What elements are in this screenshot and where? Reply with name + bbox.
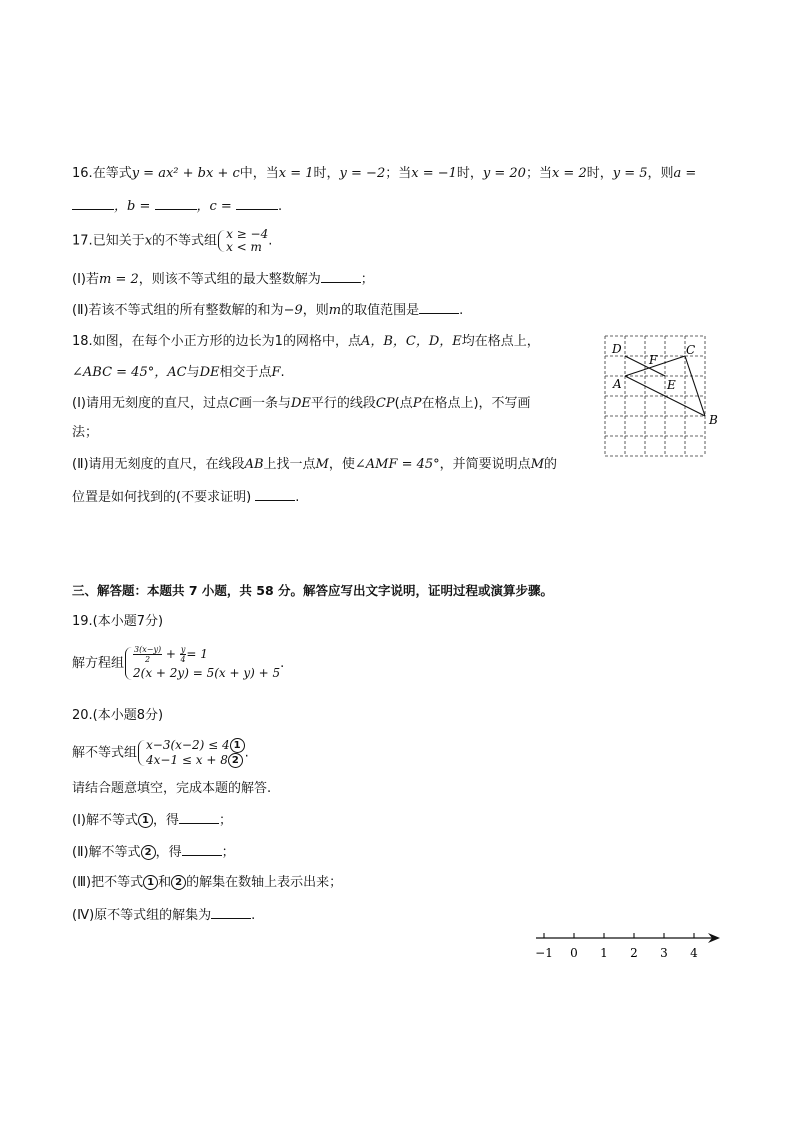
inequality-system: x−3(x−2) ≤ 4 1 4x−1 ≤ x + 8 2	[137, 738, 245, 768]
answer-blank[interactable]	[182, 843, 222, 856]
label-e: E	[667, 378, 676, 392]
number-line	[530, 928, 730, 964]
q20-step1: (Ⅰ)解不等式 1 ，得 ；	[72, 813, 233, 828]
q18-line2: ∠ABC = 45°，AC与DE相交于点F.	[72, 365, 285, 380]
q16-number: 16.	[72, 166, 93, 181]
q16-line1: 16.在等式y = ax² + bx + c中，当x = 1时，y = −2；当x = −1时，y = 20；当x = 2时，y = 5，则a =	[72, 166, 697, 181]
number-line-label: 2	[630, 946, 638, 960]
label-a: A	[613, 377, 622, 391]
q17-part2: (Ⅱ)若该不等式组的所有整数解的和为−9，则m的取值范围是 .	[72, 303, 464, 318]
q20-stem: 解不等式组 x−3(x−2) ≤ 4 1 4x−1 ≤ x + 8 2 .	[72, 738, 249, 767]
answer-blank[interactable]	[255, 488, 295, 501]
q19-stem: 解方程组 $\frac{3(x-y)}{2}$ + $\frac{y}{4}$ = 1 2(x + 2y) = 5(x + y) + 5 .	[72, 645, 285, 680]
number-line-label: 4	[690, 946, 698, 960]
number-line-label: 1	[600, 946, 608, 960]
equation-system: $\frac{3(x-y)}{2}$ + $\frac{y}{4}$ = 1 2(x + 2y) = 5(x + y) + 5	[124, 645, 280, 682]
q20-heading: 20.(本小题8分)	[72, 708, 164, 723]
answer-blank[interactable]	[211, 906, 251, 919]
inequality-system: x ≥ −4 x < m	[217, 228, 268, 254]
q17-part1: (Ⅰ)若m = 2，则该不等式组的最大整数解为 ；	[72, 272, 374, 287]
answer-blank[interactable]	[321, 270, 361, 283]
q18-line1: 18.如图，在每个小正方形的边长为1的网格中，点A，B，C，D，E均在格点上，	[72, 334, 540, 349]
q20-instruction: 请结合题意填空，完成本题的解答.	[72, 781, 272, 796]
label-f: F	[649, 353, 658, 367]
answer-blank[interactable]	[179, 811, 219, 824]
label-c: C	[686, 343, 696, 357]
grid-figure	[596, 330, 726, 465]
answer-blank[interactable]	[419, 301, 459, 314]
q18-part2-cont: 位置是如何找到的(不要求证明) .	[72, 490, 300, 505]
q18-part1-cont: 法；	[72, 425, 99, 440]
q16-equation: y = ax² + bx + c	[131, 166, 240, 181]
number-line-label: 3	[660, 946, 668, 960]
section-heading: 三、解答题：本题共 7 小题，共 58 分。解答应写出文字说明，证明过程或演算步骤。	[72, 583, 554, 598]
q16-line2: ，b = ，c = .	[72, 197, 282, 216]
q20-step4: (Ⅳ)原不等式组的解集为 .	[72, 908, 256, 923]
label-d: D	[612, 342, 622, 356]
q20-step3: (Ⅲ)把不等式 1 和 2 的解集在数轴上表示出来；	[72, 875, 343, 890]
label-b: B	[709, 413, 718, 427]
answer-blank-a[interactable]	[72, 197, 114, 210]
q19-heading: 19.(本小题7分)	[72, 614, 164, 629]
q18-part2: (Ⅱ)请用无刻度的直尺，在线段AB上找一点M，使∠AMF = 45°，并简要说明点M的	[72, 457, 558, 472]
number-line-label: −1	[535, 946, 553, 960]
q20-step2: (Ⅱ)解不等式 2 ，得 ；	[72, 845, 235, 860]
answer-blank-c[interactable]	[236, 197, 278, 210]
q17-stem: 17.已知关于x的不等式组 x ≥ −4 x < m .	[72, 227, 273, 254]
answer-blank-b[interactable]	[155, 197, 197, 210]
number-line-label: 0	[570, 946, 578, 960]
q18-part1: (Ⅰ)请用无刻度的直尺，过点C画一条与DE平行的线段CP(点P在格点上)，不写画	[72, 396, 531, 411]
